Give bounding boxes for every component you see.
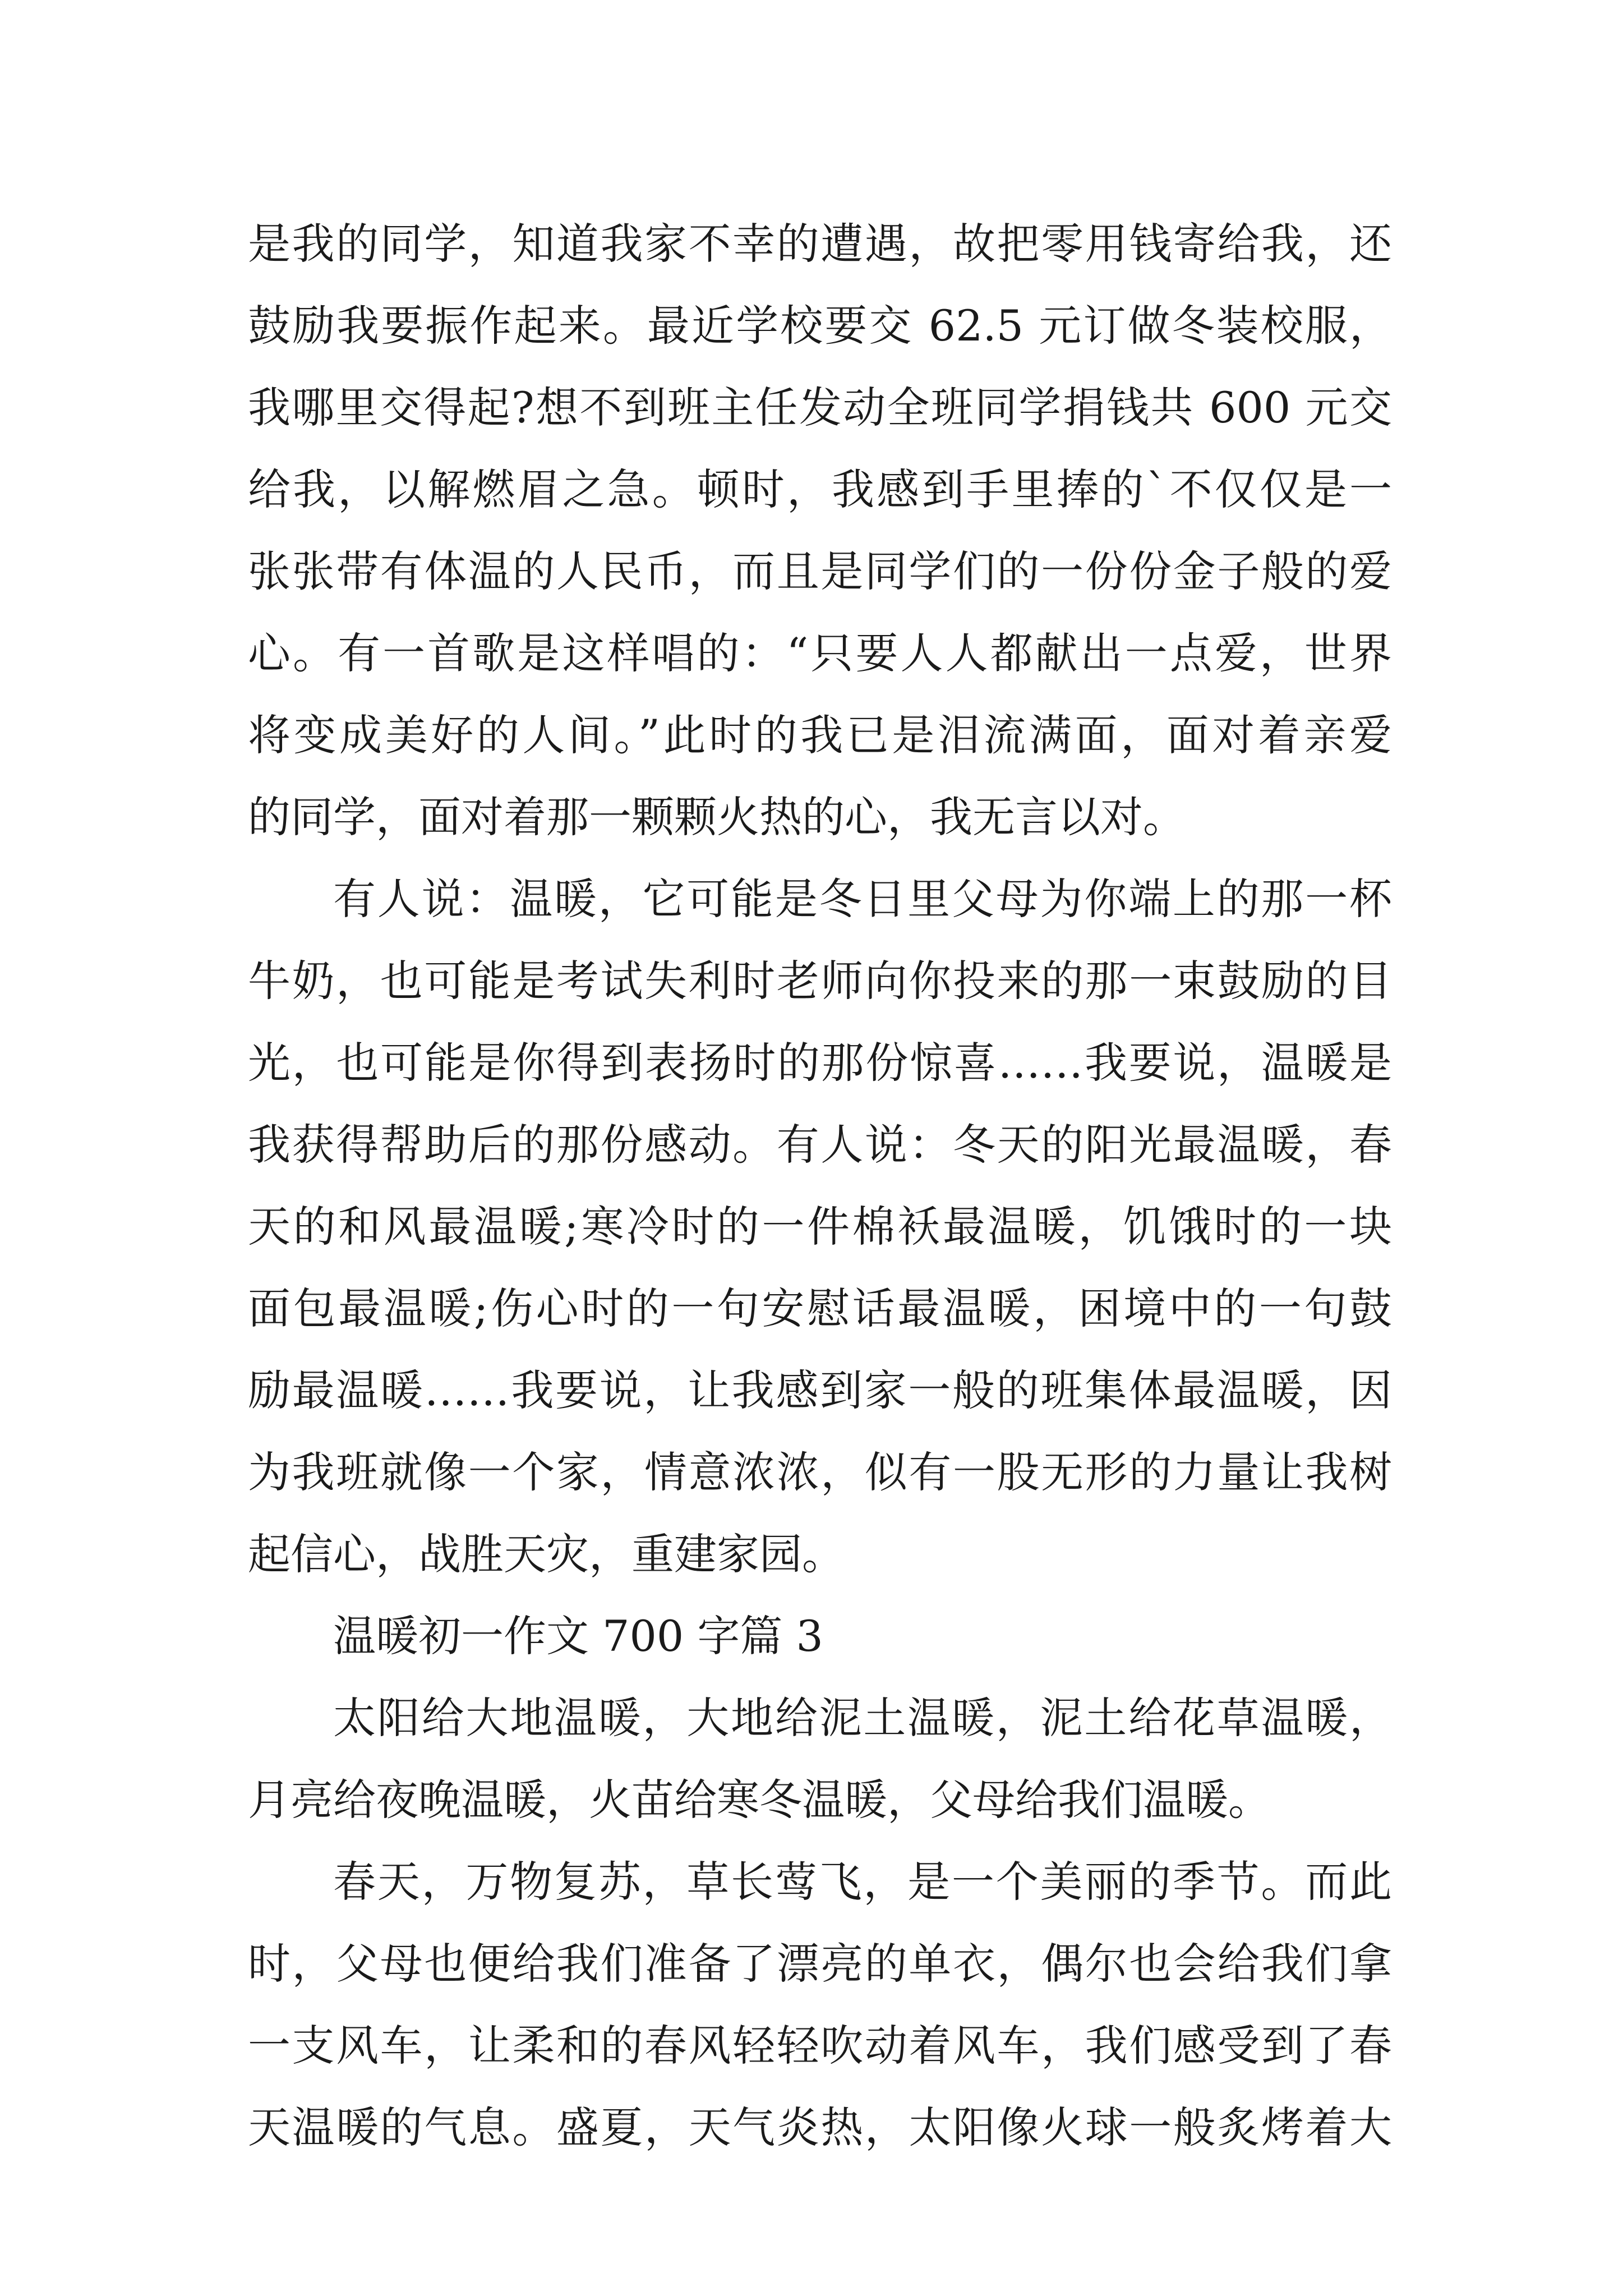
text-line: 光，也可能是你得到表扬时的那份惊喜……我要说，温暖是 bbox=[248, 1038, 1392, 1088]
paragraph bbox=[248, 858, 1392, 1595]
paragraph bbox=[248, 1841, 1392, 2169]
text-line: 鼓励我要振作起来。最近学校要交 62.5 元订做冬装校服， bbox=[248, 301, 1392, 351]
paragraph bbox=[248, 203, 1392, 858]
text-line: 天的和风最温暖;寒冷时的一件棉袄最温暖，饥饿时的一块 bbox=[248, 1202, 1392, 1251]
text-line: 面包最温暖;伤心时的一句安慰话最温暖，困境中的一句鼓 bbox=[248, 1283, 1392, 1333]
text-line: 将变成美好的人间。”此时的我已是泪流满面，面对着亲爱 bbox=[248, 710, 1392, 760]
text-line: 月亮给夜晚温暖，火苗给寒冬温暖，父母给我们温暖。 bbox=[248, 1775, 1271, 1825]
text-line: 为我班就像一个家，情意浓浓，似有一股无形的力量让我树 bbox=[248, 1447, 1392, 1497]
text-line: 有人说：温暖，它可能是冬日里父母为你端上的那一杯 bbox=[333, 874, 1392, 924]
section-heading: 温暖初一作文 700 字篇 3 bbox=[333, 1611, 823, 1661]
text-line: 给我，以解燃眉之急。顿时，我感到手里捧的`不仅仅是一 bbox=[248, 464, 1392, 514]
text-line: 是我的同学，知道我家不幸的遭遇，故把零用钱寄给我，还 bbox=[248, 219, 1392, 269]
text-line: 时，父母也便给我们准备了漂亮的单衣，偶尔也会给我们拿 bbox=[248, 1939, 1392, 1989]
text-line: 心。有一首歌是这样唱的：“只要人人都献出一点爱，世界 bbox=[248, 628, 1392, 678]
document-body bbox=[248, 203, 1392, 2169]
text-line: 起信心，战胜天灾，重建家园。 bbox=[248, 1529, 845, 1579]
text-line: 的同学，面对着那一颗颗火热的心，我无言以对。 bbox=[248, 792, 1186, 842]
text-line: 一支风车，让柔和的春风轻轻吹动着风车，我们感受到了春 bbox=[248, 2021, 1392, 2070]
text-line: 我哪里交得起?想不到班主任发动全班同学捐钱共 600 元交 bbox=[248, 383, 1392, 432]
text-line: 天温暖的气息。盛夏，天气炎热，太阳像火球一般炙烤着大 bbox=[248, 2102, 1392, 2152]
text-line: 励最温暖……我要说，让我感到家一般的班集体最温暖，因 bbox=[248, 1365, 1392, 1415]
text-line: 张张带有体温的人民币，而且是同学们的一份份金子般的爱 bbox=[248, 546, 1392, 596]
text-line: 太阳给大地温暖，大地给泥土温暖，泥土给花草温暖， bbox=[333, 1693, 1392, 1743]
text-line: 春天，万物复苏，草长莺飞，是一个美丽的季节。而此 bbox=[333, 1857, 1392, 1907]
paragraph bbox=[248, 1677, 1392, 1841]
text-line: 牛奶，也可能是考试失利时老师向你投来的那一束鼓励的目 bbox=[248, 956, 1392, 1006]
text-line: 我获得帮助后的那份感动。有人说：冬天的阳光最温暖，春 bbox=[248, 1120, 1392, 1170]
